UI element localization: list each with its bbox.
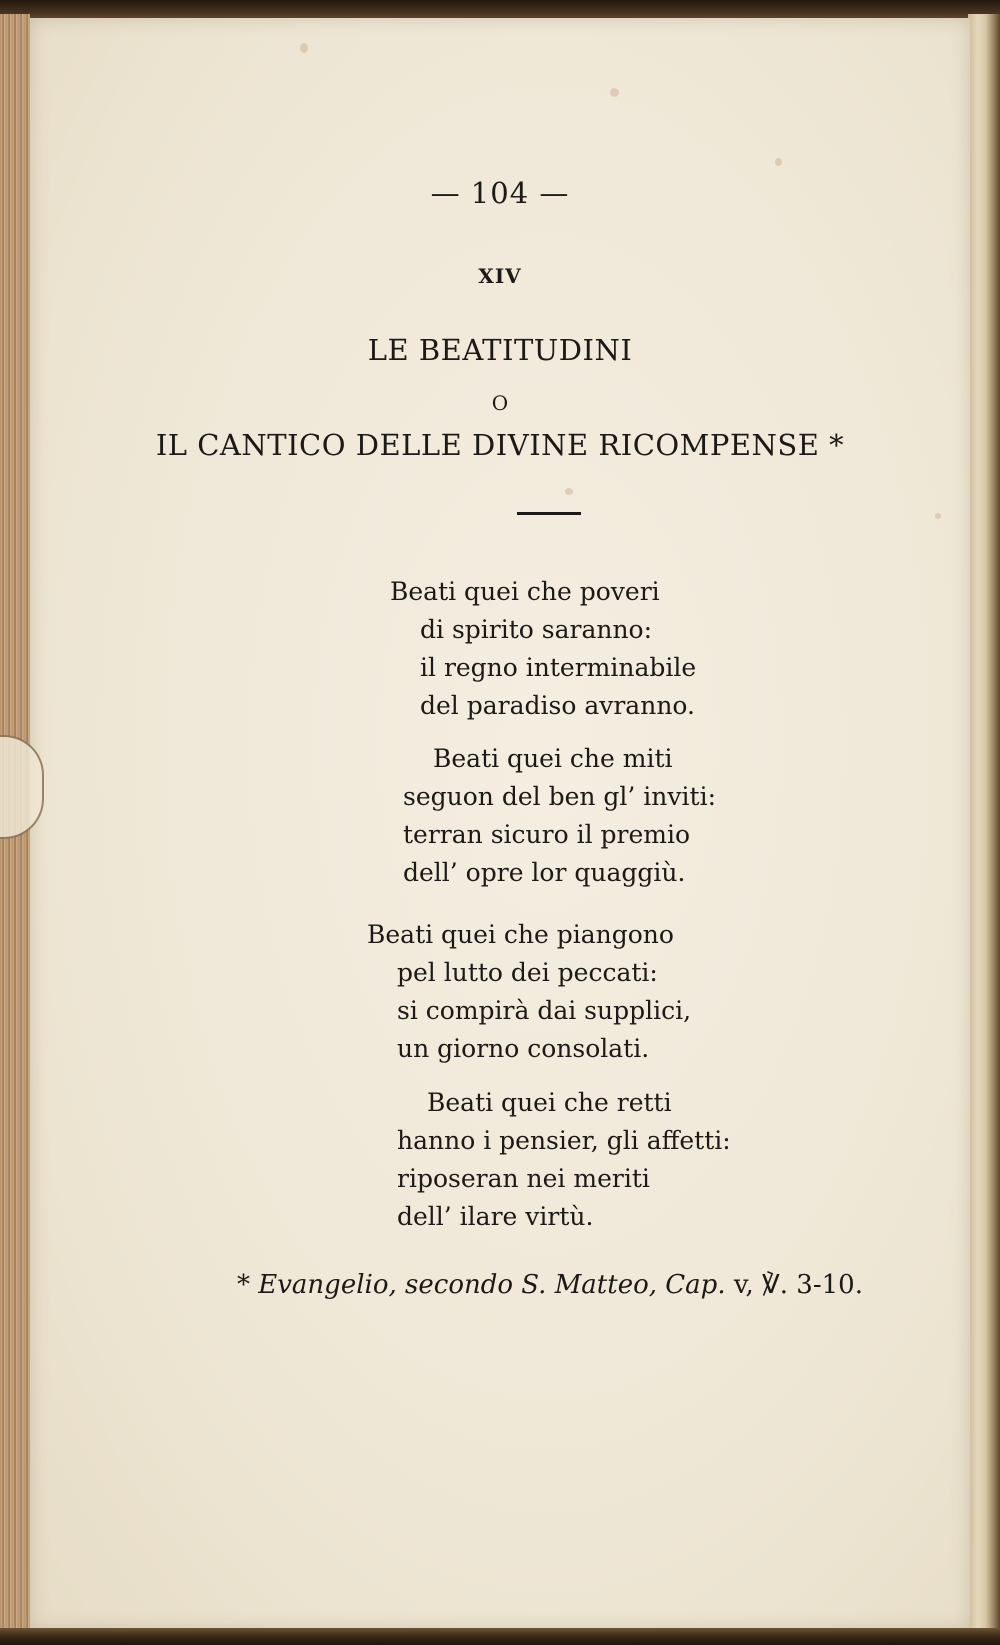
foxing-spot xyxy=(300,43,308,53)
binding-bottom-edge xyxy=(0,1628,1000,1645)
verse-line: terran sicuro il premio xyxy=(403,820,691,849)
verse-line: Beati quei che piangono xyxy=(367,920,674,949)
foxing-spot xyxy=(775,158,782,166)
verse-line: il regno interminabile xyxy=(420,653,697,682)
foxing-spot xyxy=(610,88,619,97)
stanza-4 xyxy=(397,1084,731,1236)
footnote-marker: * xyxy=(237,1270,250,1300)
verse-line: del paradiso avranno. xyxy=(420,691,695,720)
verse-line: Beati quei che retti xyxy=(427,1088,672,1117)
foxing-spot xyxy=(935,513,941,519)
verse-line: pel lutto dei peccati: xyxy=(397,958,658,987)
title-rule xyxy=(517,512,581,515)
verse-line: dell’ opre lor quaggiù. xyxy=(403,858,686,887)
poem-subtitle: IL CANTICO DELLE DIVINE RICOMPENSE * xyxy=(155,428,845,462)
footnote xyxy=(237,1270,863,1300)
verse-line: Beati quei che miti xyxy=(433,744,673,773)
foxing-spot xyxy=(565,488,573,495)
stanza-3 xyxy=(367,916,691,1068)
stanza-2 xyxy=(403,740,716,892)
verse-line: riposeran nei meriti xyxy=(397,1164,650,1193)
footnote-reference: v, ℣. 3-10. xyxy=(733,1270,863,1300)
page-number: — 104 — xyxy=(430,176,570,210)
verse-line: Beati quei che poveri xyxy=(390,577,660,606)
poem-title: LE BEATITUDINI xyxy=(367,333,633,367)
stanza-1 xyxy=(390,573,696,725)
page-edge-right xyxy=(968,14,1000,1636)
verse-line: hanno i pensier, gli affetti: xyxy=(397,1126,731,1155)
paper-page xyxy=(30,18,970,1630)
verse-line: si compirà dai supplici, xyxy=(397,996,692,1025)
section-number: XIV xyxy=(478,264,522,288)
verse-line: seguon del ben gl’ inviti: xyxy=(403,782,716,811)
verse-line: un giorno consolati. xyxy=(397,1034,650,1063)
footnote-source: Evangelio, secondo S. Matteo, Cap. xyxy=(258,1270,726,1300)
title-conjunction: O xyxy=(491,391,509,415)
verse-line: di spirito saranno: xyxy=(420,615,653,644)
verse-line: dell’ ilare virtù. xyxy=(397,1202,594,1231)
